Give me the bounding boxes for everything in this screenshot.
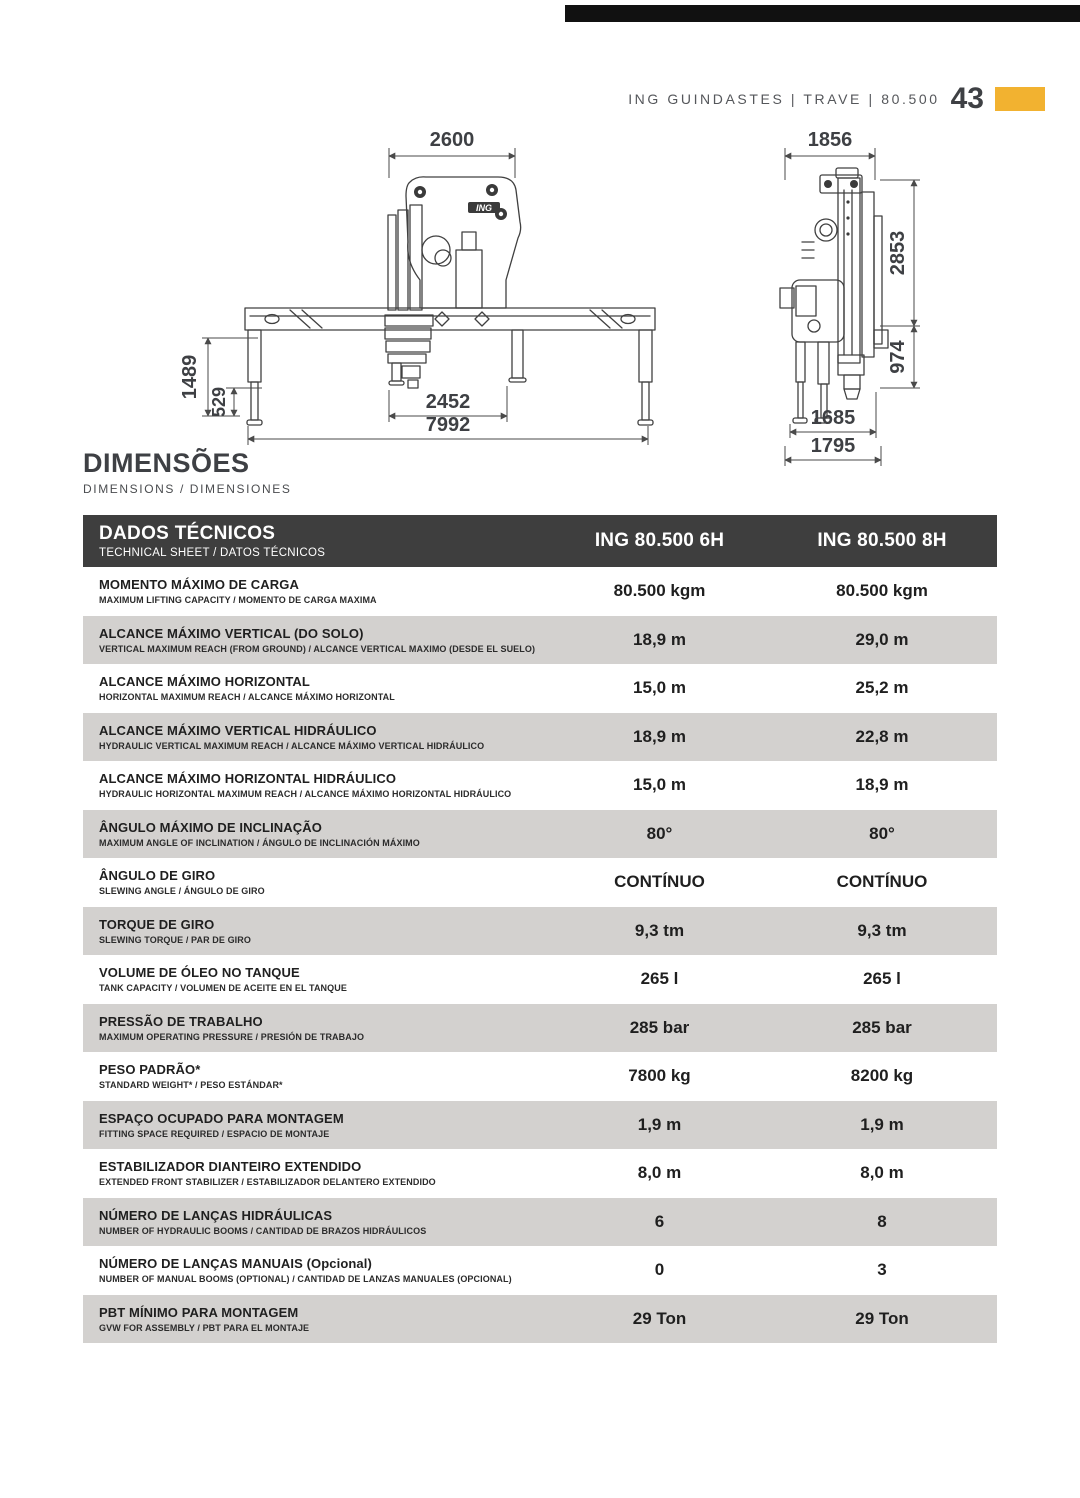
row-label xyxy=(83,713,552,762)
table-row xyxy=(83,1295,997,1344)
row-sublabel: HYDRAULIC HORIZONTAL MAXIMUM REACH / ALCANCE MÁXIMO HORIZONTAL HIDRÁULICO xyxy=(99,789,512,800)
row-label xyxy=(83,1295,552,1344)
row-sublabel: EXTENDED FRONT STABILIZER / ESTABILIZADOR DELANTERO EXTENDIDO xyxy=(99,1177,436,1188)
crane-front-view-drawing xyxy=(170,130,730,460)
dim-front-ground-clearance: 529 xyxy=(209,386,229,418)
dimensions-section-heading xyxy=(83,450,291,496)
row-value-6h: CONTÍNUO xyxy=(614,872,705,892)
row-sublabel: HYDRAULIC VERTICAL MAXIMUM REACH / ALCANCE MÁXIMO VERTICAL HIDRÁULICO xyxy=(99,740,485,751)
row-label xyxy=(83,1101,552,1150)
page-number: 43 xyxy=(950,82,984,115)
row-label xyxy=(83,761,552,810)
page-header xyxy=(628,84,1045,114)
table-row xyxy=(83,955,997,1004)
row-sublabel: MAXIMUM OPERATING PRESSURE / PRESIÓN DE TRABAJO xyxy=(99,1031,365,1042)
row-title: TORQUE DE GIRO xyxy=(99,916,215,932)
table-rows xyxy=(83,567,997,1343)
row-title: ALCANCE MÁXIMO VERTICAL (DO SOLO) xyxy=(99,625,364,641)
row-label xyxy=(83,616,552,665)
table-row xyxy=(83,1246,997,1295)
technical-data-table xyxy=(83,515,997,1343)
dim-side-inner-width: 1685 xyxy=(810,407,856,429)
row-value-6h: 29 Ton xyxy=(632,1308,687,1328)
row-sublabel: MAXIMUM LIFTING CAPACITY / MOMENTO DE CARGA MAXIMA xyxy=(99,595,377,606)
table-row xyxy=(83,858,997,907)
row-value-6h: 9,3 tm xyxy=(634,920,685,940)
row-title: ESPAÇO OCUPADO PARA MONTAGEM xyxy=(99,1110,344,1126)
table-row xyxy=(83,567,997,616)
row-value-8h: 29,0 m xyxy=(855,629,909,649)
row-value-6h: 285 bar xyxy=(629,1017,690,1037)
row-title: ALCANCE MÁXIMO VERTICAL HIDRÁULICO xyxy=(99,722,377,738)
row-label xyxy=(83,567,552,616)
column-header-6h: ING 80.500 6H xyxy=(594,530,725,551)
row-title: PESO PADRÃO* xyxy=(99,1062,201,1078)
row-label xyxy=(83,907,552,956)
table-row xyxy=(83,810,997,859)
row-sublabel: FITTING SPACE REQUIRED / ESPACIO DE MONTAJE xyxy=(99,1128,330,1139)
row-value-8h: 8 xyxy=(877,1211,887,1231)
row-value-6h: 265 l xyxy=(640,969,679,989)
table-row xyxy=(83,1198,997,1247)
row-value-6h: 80° xyxy=(646,823,673,843)
row-value-6h: 1,9 m xyxy=(637,1114,682,1134)
row-value-8h: CONTÍNUO xyxy=(836,872,928,892)
table-header xyxy=(83,515,997,567)
row-label xyxy=(83,858,552,907)
row-title: ALCANCE MÁXIMO HORIZONTAL HIDRÁULICO xyxy=(99,771,397,787)
table-row xyxy=(83,1101,997,1150)
dim-side-height-upper: 2853 xyxy=(887,230,909,276)
row-value-8h: 1,9 m xyxy=(860,1114,904,1134)
breadcrumb: ING GUINDASTES | TRAVE | 80.500 xyxy=(628,91,940,107)
row-title: ALCANCE MÁXIMO HORIZONTAL xyxy=(99,674,310,690)
row-sublabel: NUMBER OF MANUAL BOOMS (OPTIONAL) / CANTIDAD DE LANZAS MANUALES (OPCIONAL) xyxy=(99,1274,512,1285)
row-title: ÂNGULO MÁXIMO DE INCLINAÇÃO xyxy=(99,819,322,835)
row-value-8h: 8,0 m xyxy=(860,1163,904,1183)
table-row xyxy=(83,907,997,956)
table-header-label xyxy=(83,515,552,567)
row-label xyxy=(83,1198,552,1247)
row-label xyxy=(83,1004,552,1053)
row-value-8h: 3 xyxy=(877,1260,887,1280)
row-value-6h: 6 xyxy=(654,1211,665,1231)
accent-block xyxy=(995,87,1045,111)
dim-side-overall-depth: 1795 xyxy=(810,435,856,457)
row-value-6h: 0 xyxy=(654,1260,665,1280)
row-value-8h: 265 l xyxy=(863,969,901,989)
dim-front-frame-height: 1489 xyxy=(179,354,201,400)
section-subtitle: DIMENSIONS / DIMENSIONES xyxy=(83,482,292,496)
row-value-8h: 80.500 kgm xyxy=(836,581,928,601)
row-sublabel: NUMBER OF HYDRAULIC BOOMS / CANTIDAD DE BRAZOS HIDRÁULICOS xyxy=(99,1225,427,1236)
row-value-8h: 8200 kg xyxy=(850,1066,914,1086)
dim-front-total-span: 7992 xyxy=(425,414,471,436)
row-label xyxy=(83,664,552,713)
row-label xyxy=(83,1246,552,1295)
row-value-8h: 285 bar xyxy=(852,1017,912,1037)
row-sublabel: SLEWING TORQUE / PAR DE GIRO xyxy=(99,934,251,945)
row-sublabel: TANK CAPACITY / VOLUMEN DE ACEITE EN EL TANQUE xyxy=(99,983,347,994)
table-subtitle: TECHNICAL SHEET / DATOS TÉCNICOS xyxy=(99,547,326,559)
row-label xyxy=(83,1052,552,1101)
row-value-6h: 18,9 m xyxy=(633,629,686,649)
row-sublabel: VERTICAL MAXIMUM REACH (FROM GROUND) / ALCANCE VERTICAL MAXIMO (DESDE EL SUELO) xyxy=(99,643,536,654)
row-title: ÂNGULO DE GIRO xyxy=(99,868,216,884)
row-title: ESTABILIZADOR DIANTEIRO EXTENDIDO xyxy=(99,1159,362,1175)
row-value-6h: 7800 kg xyxy=(628,1066,691,1086)
row-title: VOLUME DE ÓLEO NO TANQUE xyxy=(99,965,300,981)
row-sublabel: SLEWING ANGLE / ÁNGULO DE GIRO xyxy=(99,886,265,897)
row-value-8h: 22,8 m xyxy=(855,726,909,746)
table-title: DADOS TÉCNICOS xyxy=(99,523,276,544)
section-title: DIMENSÕES xyxy=(83,448,250,478)
table-row xyxy=(83,616,997,665)
row-value-8h: 25,2 m xyxy=(855,678,909,698)
crane-side-view-drawing xyxy=(740,130,1000,480)
dim-side-overall-width: 1856 xyxy=(807,130,853,151)
row-label xyxy=(83,955,552,1004)
row-value-6h: 18,9 m xyxy=(633,726,686,746)
top-black-stripe xyxy=(565,5,1080,22)
row-title: PBT MÍNIMO PARA MONTAGEM xyxy=(99,1304,299,1320)
table-row xyxy=(83,664,997,713)
row-sublabel: HORIZONTAL MAXIMUM REACH / ALCANCE MÁXIMO HORIZONTAL xyxy=(99,692,395,703)
table-row xyxy=(83,761,997,810)
dim-side-height-lower: 974 xyxy=(887,340,909,374)
row-title: NÚMERO DE LANÇAS HIDRÁULICAS xyxy=(99,1207,333,1223)
dim-front-boom-width: 2600 xyxy=(429,130,475,151)
table-row xyxy=(83,1052,997,1101)
row-value-8h: 9,3 tm xyxy=(857,920,907,940)
column-header-8h: ING 80.500 8H xyxy=(817,530,947,551)
row-value-8h: 18,9 m xyxy=(855,775,909,795)
row-value-6h: 8,0 m xyxy=(637,1163,682,1183)
row-sublabel: MAXIMUM ANGLE OF INCLINATION / ÁNGULO DE INCLINACIÓN MÁXIMO xyxy=(99,837,420,848)
row-sublabel: STANDARD WEIGHT* / PESO ESTÁNDAR* xyxy=(99,1080,283,1091)
row-value-6h: 15,0 m xyxy=(633,678,686,698)
row-value-8h: 29 Ton xyxy=(855,1308,909,1328)
row-value-6h: 80.500 kgm xyxy=(613,581,706,601)
row-label xyxy=(83,810,552,859)
ing-logo-text: ING xyxy=(475,203,493,213)
table-row xyxy=(83,1004,997,1053)
row-title: MOMENTO MÁXIMO DE CARGA xyxy=(99,577,299,593)
table-row xyxy=(83,713,997,762)
row-value-8h: 80° xyxy=(869,823,895,843)
row-label xyxy=(83,1149,552,1198)
table-row xyxy=(83,1149,997,1198)
row-value-6h: 15,0 m xyxy=(633,775,686,795)
row-title: NÚMERO DE LANÇAS MANUAIS (Opcional) xyxy=(99,1256,372,1272)
dim-front-inner-span: 2452 xyxy=(425,391,471,413)
row-title: PRESSÃO DE TRABALHO xyxy=(99,1013,263,1029)
row-sublabel: GVW FOR ASSEMBLY / PBT PARA EL MONTAJE xyxy=(99,1322,310,1333)
